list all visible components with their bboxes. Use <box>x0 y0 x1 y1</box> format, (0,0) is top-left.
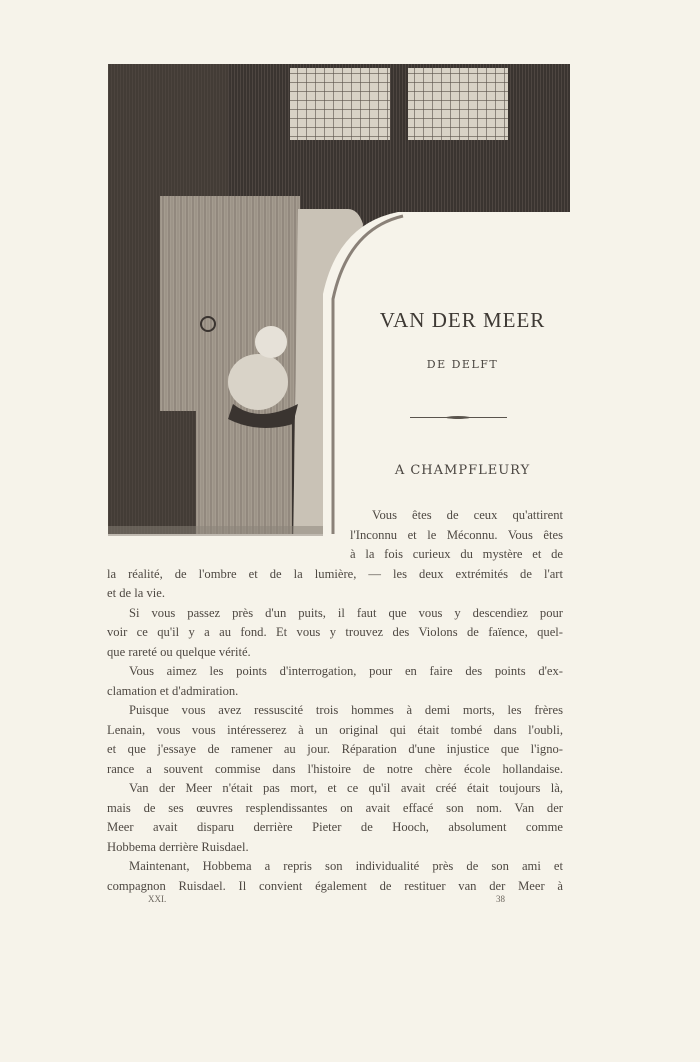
text-line: voir ce qu'il y a au fond. Et vous y trouvez des Violons de faïence, quel- <box>107 625 563 639</box>
text-line: rance a souvent commise dans l'histoire de notre chère école hollandaise. <box>107 761 563 776</box>
text-line: et que j'essaye de ramener au jour. Réparation d'une injustice que l'igno- <box>107 742 563 756</box>
text-line: et de la vie. <box>107 586 166 600</box>
text-line: clamation et d'admiration. <box>107 683 239 698</box>
text-line: Vous aimez les points d'interrogation, pour en faire des points d'ex- <box>129 664 563 678</box>
text-line: Puisque vous avez ressuscité trois hommes à demi morts, les frères <box>129 703 563 717</box>
chapter-title: VAN DER MEER <box>379 308 546 332</box>
signature-mark: XXI. <box>148 894 167 904</box>
text-line: Lenain, vous vous intéresserez à un original qui était tombé dans l'oubli, <box>107 722 563 737</box>
text-line: la réalité, de l'ombre et de la lumière, — les deux extrémités de l'art <box>107 566 563 581</box>
text-line: compagnon Ruisdael. Il convient également de restituer van der Meer à <box>107 878 563 893</box>
text-line: Van der Meer n'était pas mort, et ce qu'il avait créé était toujours là, <box>129 781 563 795</box>
text-line: à la fois curieux du mystère et de <box>350 547 563 561</box>
chapter-subtitle: DE DELFT <box>426 358 499 371</box>
text-line: Hobbema derrière Ruisdael. <box>107 839 249 854</box>
dedication: A CHAMPFLEURY <box>394 463 531 478</box>
text-line: Maintenant, Hobbema a repris son individualité près de son ami et <box>129 859 563 873</box>
text-line: Meer avait disparu derrière Pieter de Hooch, absolument comme <box>107 820 563 834</box>
ornament-divider <box>410 416 507 419</box>
text-line: l'Inconnu et le Méconnu. Vous êtes <box>350 527 563 542</box>
text-line: mais de ses œuvres resplendissantes on avait effacé son nom. Van der <box>107 800 563 815</box>
text-line: Vous êtes de ceux qu'attirent <box>372 508 563 522</box>
text-line: Si vous passez près d'un puits, il faut que vous y descendiez pour <box>129 605 563 620</box>
text-line: que rareté ou quelque vérité. <box>107 644 251 659</box>
sheet-number: 38 <box>496 894 505 904</box>
